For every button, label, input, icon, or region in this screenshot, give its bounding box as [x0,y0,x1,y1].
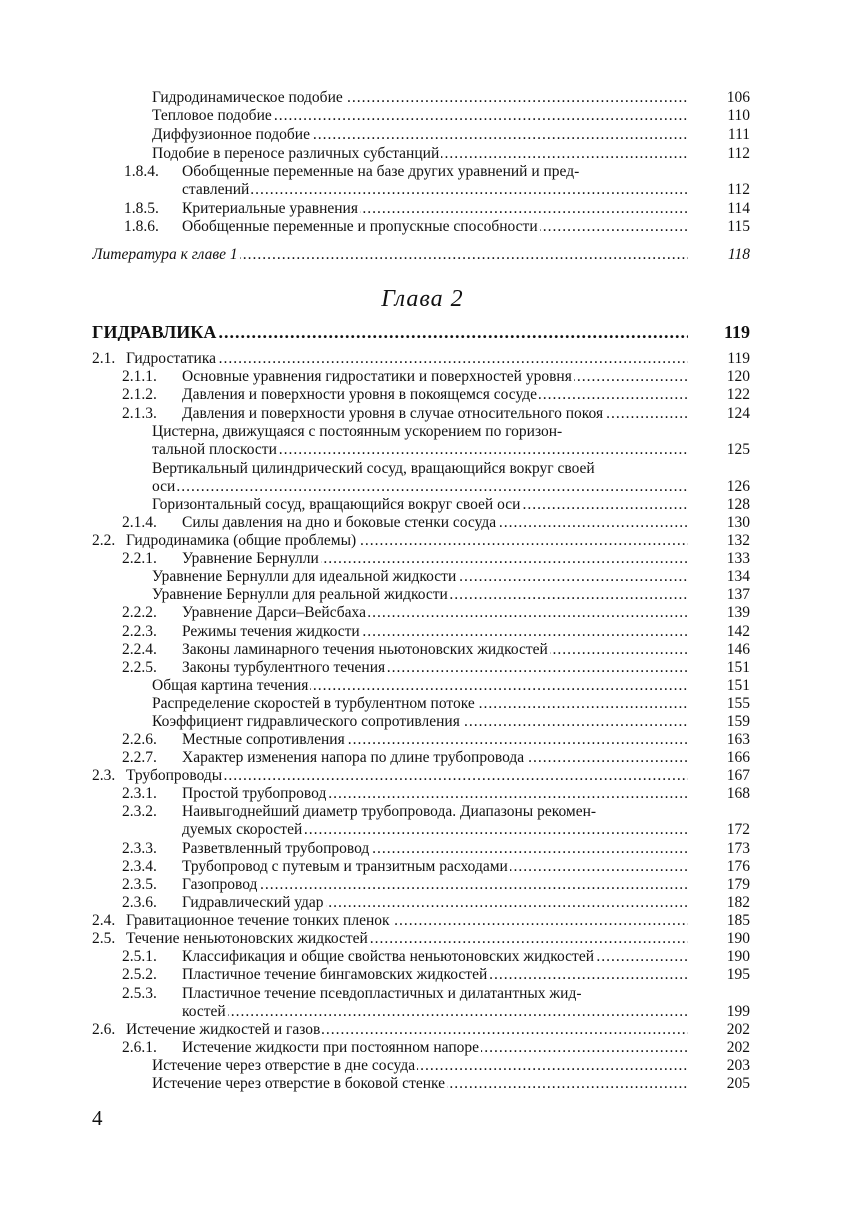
toc-entry-title [182,785,688,803]
toc-entry-number: 2.2.2. [122,604,157,621]
toc-entry-number: 2.6. [92,1021,116,1038]
toc-entry-page: 199 [726,1003,750,1020]
toc-entry-title-text: Давления и поверхности уровня в случае относительного покоя [182,405,604,422]
toc-entry-title-text: Уравнение Бернулли для идеальной жидкости [152,568,457,585]
toc-entry [92,623,750,641]
toc-entry-title [182,405,688,423]
toc-entry-number: 2.3.6. [122,894,157,911]
toc-entry [92,126,750,144]
toc-entry-title [152,586,688,604]
toc-entry-title-text: Трубопровод с путевым и транзитным расходами [182,858,508,875]
toc-entry [92,405,750,423]
toc-entry-number: 2.2.7. [122,749,157,766]
toc-entry-title [152,677,688,695]
toc-entry-title-text: Гидродинамика (общие проблемы) [126,532,357,549]
toc-entry-page: 125 [726,441,750,458]
toc-entry-number: 2.2.4. [122,641,157,658]
toc-entry-title [182,821,688,839]
toc-entry-title [182,1039,688,1057]
toc-entry-number: 2.3.5. [122,876,157,893]
toc-entry [92,89,750,107]
toc-entry-page: 202 [726,1039,750,1056]
toc-entry-title-text: Гидродинамическое подобие [152,89,343,106]
toc-entry-title [182,550,688,568]
toc-entry-page: 139 [726,604,750,621]
toc-entry-number: 1.8.5. [124,200,159,217]
toc-entry [92,785,750,803]
toc-entry-page: 151 [726,659,750,676]
toc-entry-title-text: Уравнение Бернулли [182,550,319,567]
toc-entry-title-text: Вертикальный цилиндрический сосуд, вращающийся вокруг своей [152,460,595,477]
toc-entry [92,386,750,404]
toc-entry-title [152,1075,688,1093]
toc-entry [92,695,750,713]
toc-entry [92,350,750,368]
toc-entry [92,460,750,478]
toc-entry-title-text: Распределение скоростей в турбулентном потоке [152,695,475,712]
toc-entry-title [182,659,688,677]
toc-entry-title [182,985,688,1003]
toc-entry [92,1039,750,1057]
toc-entry-page: 151 [726,677,750,694]
toc-entry-title [152,713,688,731]
toc-entry-page: 124 [726,405,750,422]
toc-entry [92,107,750,125]
toc-entry-page: 114 [727,200,750,217]
toc-entry-title [92,323,688,341]
toc-entry-title [182,876,688,894]
toc-entry [92,659,750,677]
toc-entry-title [182,218,688,236]
toc-entry-title [152,478,688,496]
toc-entry [92,966,750,984]
toc-entry-title [182,894,688,912]
toc-entry [92,1075,750,1093]
toc-entry-page: 111 [727,126,750,143]
toc-entry [92,568,750,586]
toc-entry [92,894,750,912]
toc-entry-title [152,89,688,107]
toc-entry-page: 119 [723,322,750,342]
toc-entry-title-text: Классификация и общие свойства неньютоновских жидкостей [182,948,594,965]
toc-entry-title-text: Обобщенные переменные и пропускные способности [182,218,538,235]
toc-entry-page: 182 [726,894,750,911]
toc-entry-number: 2.6.1. [122,1039,157,1056]
toc-entry-title [152,145,688,163]
toc-entry [92,550,750,568]
toc-entry-title [182,803,688,821]
toc-entry-title-text: Гидравлический удар [182,894,324,911]
toc-entry-title-text: Уравнение Бернулли для реальной жидкости [152,586,448,603]
toc-entry [92,985,750,1003]
toc-entry-page: 172 [726,821,750,838]
toc-entry-title [152,126,688,144]
toc-entry-title-text: Коэффициент гидравлического сопротивления [152,713,460,730]
toc-entry-title [152,460,688,478]
toc-entry-title-cont: оси [152,478,176,495]
toc-entry-page: 128 [726,496,750,513]
toc-entry [92,876,750,894]
toc-entry [92,749,750,767]
toc-entry-title-text: Литература к главе 1 [92,246,238,263]
toc-entry-number: 2.3. [92,767,116,784]
toc-entry-page: 163 [726,731,750,748]
toc-entry [92,731,750,749]
toc-entry-title-text: Общая картина течения [152,677,309,694]
toc-entry-page: 195 [726,966,750,983]
toc-entry-title [182,840,688,858]
toc-entry-title-text: Уравнение Дарси–Вейсбаха [182,604,366,621]
toc-entry-title-text: Режимы течения жидкости [182,623,360,640]
toc-entry-title [182,514,688,532]
toc-entry-title-text: Цистерна, движущаяся с постоянным ускорением по горизон- [152,423,563,440]
toc-entry-page: 168 [726,785,750,802]
toc-entry-title-text: Разветвленный трубопровод [182,840,370,857]
toc-entry-title [152,441,688,459]
toc-entry-title [182,858,688,876]
toc-entry-title [126,350,688,368]
toc-entry-continuation [92,821,750,839]
toc-entry-page: 166 [726,749,750,766]
toc-entry-title-text: Наивыгоднейший диаметр трубопровода. Диапазоны рекомен- [182,803,597,820]
toc-entry-page: 173 [726,840,750,857]
toc-entry-page: 142 [726,623,750,640]
toc-entry-page: 112 [727,181,750,198]
toc-entry [92,912,750,930]
toc-entry [92,713,750,731]
toc-entry-title [182,604,688,622]
toc-entry-number: 1.8.4. [124,163,159,180]
toc-entry [92,604,750,622]
toc-entry-number: 1.8.6. [124,218,159,235]
toc-entry [92,858,750,876]
toc-entry [92,423,750,441]
toc-entry-title-text: Трубопроводы [126,767,223,784]
toc-entry [92,496,750,514]
toc-entry-title-text: Тепловое подобие [152,107,272,124]
toc-entry-number: 2.2. [92,532,116,549]
toc-entry-page: 176 [726,858,750,875]
toc-entry-continuation [92,441,750,459]
toc-entry-page: 119 [727,350,750,367]
toc-entry [92,641,750,659]
toc-entry-page: 133 [726,550,750,567]
toc-entry-title [182,181,688,199]
toc-entry-number: 2.2.6. [122,731,157,748]
toc-entry-page: 167 [726,767,750,784]
toc-entry-title [182,623,688,641]
toc-entry-number: 2.2.3. [122,623,157,640]
toc-entry-title [126,930,688,948]
toc-entry [92,514,750,532]
toc-entry-title [182,200,688,218]
toc-entry-page: 112 [727,145,750,162]
toc-entry-page: 179 [726,876,750,893]
toc-entry [92,200,750,218]
toc-entry-title-text: Законы турбулентного течения [182,659,386,676]
toc-entry-title [152,496,688,514]
toc-entry-title-text: Подобие в переносе различных субстанций [152,145,440,162]
toc-entry-title [182,731,688,749]
toc-entry-page: 134 [726,568,750,585]
toc-entry-number: 2.5. [92,930,116,947]
toc-entry-title-text: Истечение жидкости при постоянном напоре [182,1039,480,1056]
toc-entry-title-text: Истечение жидкостей и газов [126,1021,321,1038]
toc-entry [92,930,750,948]
toc-entry-title-text: Местные сопротивления [182,731,345,748]
toc-entry-title-text: Истечение через отверстие в дне сосуда [152,1057,416,1074]
toc-entry [92,803,750,821]
toc-entry [92,948,750,966]
toc-entry-title-text: Силы давления на дно и боковые стенки сосуда [182,514,497,531]
toc-entry-title-text: Критериальные уравнения [182,200,358,217]
toc-entry-number: 2.2.1. [122,550,157,567]
toc-entry-number: 2.1.2. [122,386,157,403]
toc-entry [92,246,750,264]
toc-entry-number: 2.3.3. [122,840,157,857]
toc-entry-title-cont: костей [182,1003,226,1020]
toc-entry-title [152,695,688,713]
toc-entry-number: 2.1.4. [122,514,157,531]
toc-entry-title-text: Обобщенные переменные на базе других уравнений и пред- [182,163,580,180]
toc-entry-number: 2.3.4. [122,858,157,875]
toc-entry-title-text: Гравитационное течение тонких пленок [126,912,390,929]
toc-entry-title [182,1003,688,1021]
toc-entry-title-text: ГИДРАВЛИКА [92,323,217,341]
toc-entry-page: 159 [726,713,750,730]
toc-entry-title [92,246,688,264]
toc-entry [92,532,750,550]
toc-entry-title-text: Пластичное течение псевдопластичных и дилатантных жид- [182,985,582,1002]
toc-entry-page: 130 [726,514,750,531]
toc-entry-title [126,1021,688,1039]
toc-entry-continuation [92,1003,750,1021]
toc-entry-title [182,948,688,966]
toc-entry [92,145,750,163]
toc-entry-page: 190 [726,930,750,947]
toc-entry-continuation [92,478,750,496]
toc-entry-title-text: Течение неньютоновских жидкостей [126,930,368,947]
toc-entry-title-text: Горизонтальный сосуд, вращающийся вокруг своей оси [152,496,521,513]
toc-entry-number: 2.5.1. [122,948,157,965]
toc-entry-title [182,749,688,767]
toc-entry-title-cont: ставлений [182,181,250,198]
toc-entry [92,1057,750,1075]
toc-entry-number: 2.5.3. [122,985,157,1002]
toc-entry-page: 203 [726,1057,750,1074]
toc-entry-page: 110 [727,107,750,124]
page-number: 4 [92,1106,103,1130]
toc-entry-title-text: Законы ламинарного течения ньютоновских жидкостей [182,641,548,658]
toc-entry-title-text: Простой трубопровод [182,785,327,802]
toc-entry-title [126,532,688,550]
toc-entry [92,218,750,236]
toc-entry-title-text: Основные уравнения гидростатики и поверхностей уровня [182,368,572,385]
toc-entry-title-text: Газопровод [182,876,258,893]
toc-entry-page: 132 [726,532,750,549]
toc-entry [92,586,750,604]
toc-entry [92,1021,750,1039]
toc-entry-number: 2.2.5. [122,659,157,676]
toc-entry [92,840,750,858]
toc-entry-title [152,1057,688,1075]
toc-entry [92,767,750,785]
toc-entry-title-text: Характер изменения напора по длине трубопровода [182,749,525,766]
toc-entry [92,163,750,181]
toc-entry-page: 106 [726,89,750,106]
toc-entry-title [152,423,688,441]
toc-entry-title-cont: дуемых скоростей [182,821,303,838]
toc-entry-title-text: Пластичное течение бингамовских жидкостей [182,966,488,983]
toc-entry-page: 190 [726,948,750,965]
toc-entry-title-text: Гидростатика [126,350,217,367]
toc-entry [92,323,750,341]
toc-entry-page: 137 [726,586,750,603]
toc-entry-title [182,163,688,181]
toc-entry-title [152,107,688,125]
toc-entry-continuation [92,181,750,199]
toc-entry-page: 126 [726,478,750,495]
toc-entry-title [126,912,688,930]
toc-entry-number: 2.3.2. [122,803,157,820]
toc-entry [92,677,750,695]
toc-entry-title-text: Давления и поверхности уровня в покоящемся сосуде [182,386,538,403]
toc-entry-title [126,767,688,785]
toc-entry-number: 2.4. [92,912,116,929]
toc-entry-number: 2.5.2. [122,966,157,983]
toc-entry-title [182,368,688,386]
toc-entry-title [182,641,688,659]
toc-entry-number: 2.1.3. [122,405,157,422]
toc-entry-title [182,966,688,984]
toc-entry-title [152,568,688,586]
toc-entry-number: 2.3.1. [122,785,157,802]
toc-entry-page: 115 [727,218,750,235]
toc-entry-page: 185 [726,912,750,929]
toc-entry-number: 2.1. [92,350,116,367]
toc-entry-page: 155 [726,695,750,712]
toc-entry-page: 118 [727,246,750,263]
toc-entry-title-text: Истечение через отверстие в боковой стенке [152,1075,446,1092]
toc-entry-number: 2.1.1. [122,368,157,385]
toc-entry-page: 205 [726,1075,750,1092]
toc-entry [92,368,750,386]
toc-entry-title-text: Диффузионное подобие [152,126,310,143]
toc-entry-page: 202 [726,1021,750,1038]
chapter-title: Глава 2 [381,286,464,312]
toc-entry-title [182,386,688,404]
toc-entry-title-cont: тальной плоскости [152,441,277,458]
toc-entry-page: 146 [726,641,750,658]
toc-entry-page: 120 [726,368,750,385]
toc-entry-page: 122 [726,386,750,403]
